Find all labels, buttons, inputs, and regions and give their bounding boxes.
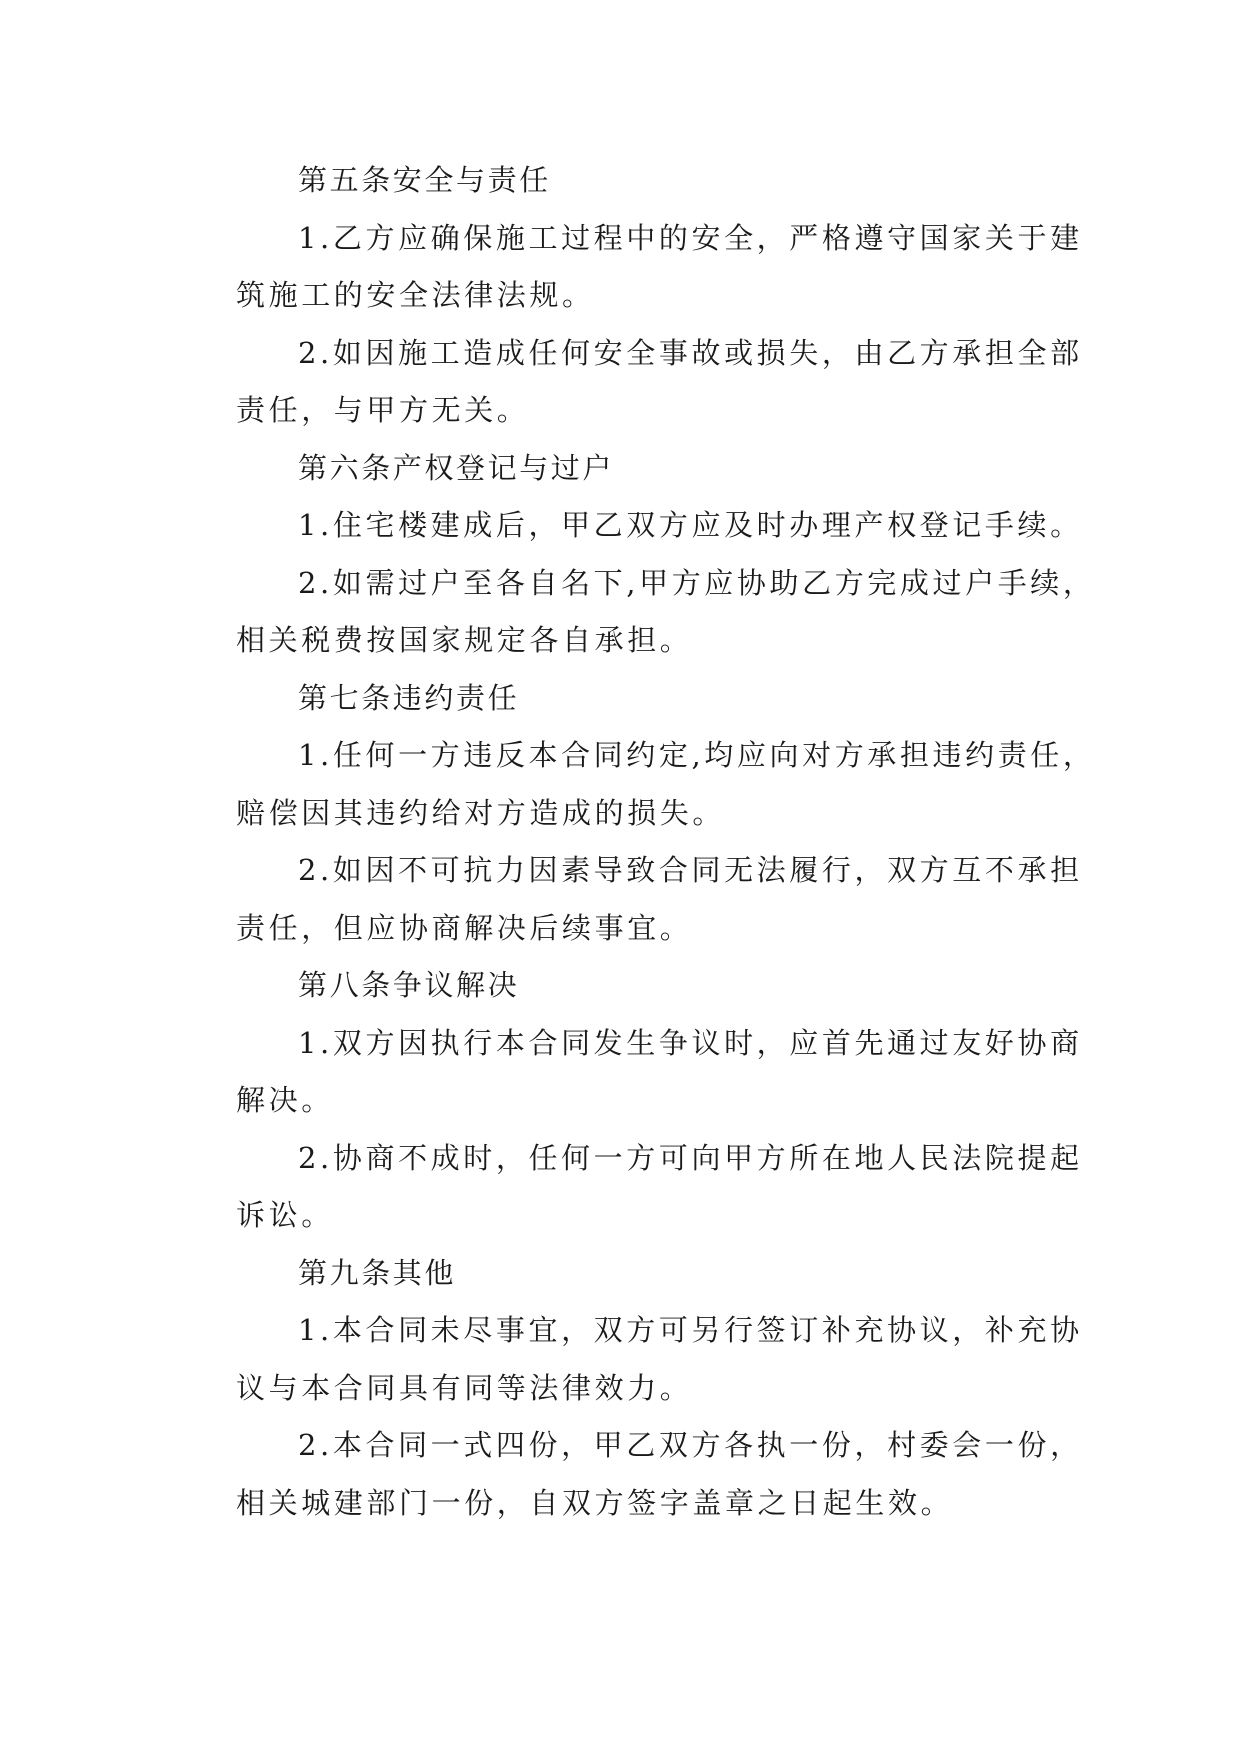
article-7-clause-1 <box>188 727 1096 842</box>
text-line: 责任，但应协商解决后续事宜。 <box>236 910 693 945</box>
text-line: 第五条安全与责任 <box>298 163 551 197</box>
text-line: 筑施工的安全法律法规。 <box>236 278 595 312</box>
article-7-clause-2 <box>188 842 1083 957</box>
text-line: 第七条违约责任 <box>298 680 520 715</box>
text-line: 责任，与甲方无关。 <box>236 393 530 427</box>
text-line: 第八条争议解决 <box>298 968 520 1002</box>
contract-body <box>188 152 1096 1532</box>
text-line: 诉讼。 <box>236 1198 334 1232</box>
text-line: 第六条产权登记与过户 <box>298 450 615 485</box>
article-9-heading <box>188 1245 1054 1303</box>
text-line: 相关城建部门一份，自双方签字盖章之日起生效。 <box>236 1485 954 1520</box>
text-line: 1.本合同未尽事宜，双方可另行签订补充协议，补充协 <box>298 1313 1083 1347</box>
text-line: 2.如因施工造成任何安全事故或损失，由乙方承担全部 <box>298 335 1083 370</box>
text-line: 1.双方因执行本合同发生争议时，应首先通过友好协商 <box>298 1025 1083 1060</box>
article-5-heading <box>188 152 1054 210</box>
text-line: 解决。 <box>236 1083 334 1117</box>
text-line: 赔偿因其违约给对方造成的损失。 <box>236 795 726 830</box>
text-line: 2.如需过户至各自名下,甲方应协助乙方完成过户手续， <box>298 565 1096 600</box>
article-5-clause-1 <box>188 210 1083 325</box>
article-8-clause-2 <box>188 1130 1083 1245</box>
text-line: 相关税费按国家规定各自承担。 <box>236 623 693 657</box>
text-line: 2.本合同一式四份，甲乙双方各执一份，村委会一份， <box>298 1428 1083 1462</box>
article-6-clause-2 <box>188 555 1096 670</box>
text-line: 1.任何一方违反本合同约定,均应向对方承担违约责任， <box>298 738 1096 772</box>
article-7-heading <box>188 670 1054 728</box>
text-line: 议与本合同具有同等法律效力。 <box>236 1370 693 1405</box>
article-5-clause-2 <box>188 325 1083 440</box>
article-6-heading <box>188 440 1054 498</box>
text-line: 1.住宅楼建成后，甲乙双方应及时办理产权登记手续。 <box>298 508 1083 542</box>
article-6-clause-1 <box>188 497 1083 555</box>
text-line: 2.如因不可抗力因素导致合同无法履行，双方互不承担 <box>298 853 1083 887</box>
text-line: 第九条其他 <box>298 1255 457 1290</box>
text-line: 1.乙方应确保施工过程中的安全，严格遵守国家关于建 <box>298 220 1083 255</box>
article-9-clause-2 <box>188 1417 1083 1532</box>
article-8-clause-1 <box>188 1015 1083 1130</box>
article-9-clause-1 <box>188 1302 1083 1417</box>
text-line: 2.协商不成时，任何一方可向甲方所在地人民法院提起 <box>298 1140 1083 1175</box>
article-8-heading <box>188 957 1054 1015</box>
